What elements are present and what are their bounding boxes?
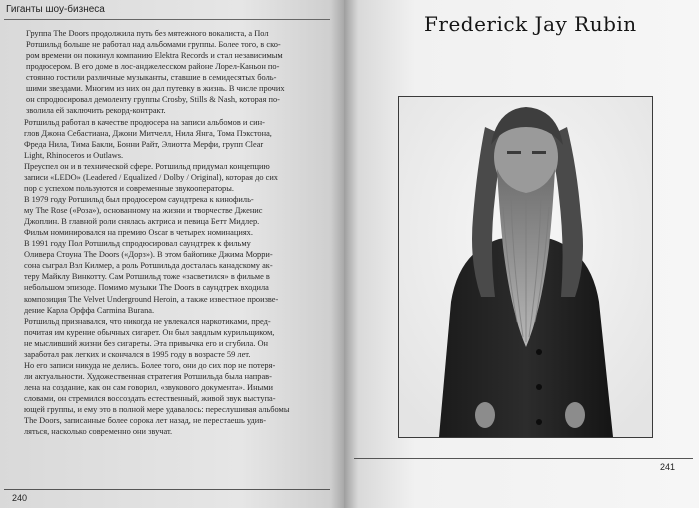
text-line: В 1991 году Пол Ротшильд спродюсировал саундтрек к фильму (24, 239, 251, 249)
text-line: шими звездами. Многим из них он дал путевку в жизнь. В числе прочих (26, 84, 285, 94)
text-line: теру Майклу Винкотту. Сам Ротшильд тоже «засветился» в фильме в (24, 272, 270, 282)
footer-rule (4, 489, 330, 490)
text-line: ром времени он покинул компанию Elektra Records и стал независимым (26, 51, 283, 61)
text-line: ляться, насколько современно они звучат. (24, 427, 173, 437)
text-line: стоянно гостили различные музыканты, ставшие в семидесятых боль- (26, 73, 277, 83)
text-line: глов Джона Себастиана, Джони Митчелл, Нила Янга, Тома Пэкстона, (24, 128, 272, 138)
footer-rule (354, 458, 693, 459)
text-line: Но его записи никуда не делись. Более того, они до сих пор не потеря- (24, 360, 276, 370)
text-line: Джоплин. В главной роли снялась актриса и певица Бетт Мидлер. (24, 217, 260, 227)
paragraph-5 (12, 238, 329, 315)
text-line: лена на создание, как он сам говорил, «звукового документа». Иными (24, 383, 273, 392)
body-text (12, 28, 329, 437)
running-head: Гиганты шоу-бизнеса (6, 4, 105, 15)
text-line: Оливера Стоуна The Doors («Дорз»). В этом байопике Джима Морри- (24, 250, 273, 260)
paragraph-7 (12, 360, 329, 437)
text-line: Преуспел он и в технической сфере. Ротшильд придумал концепцию (24, 161, 270, 171)
text-line: Группа The Doors продолжила путь без мятежного вокалиста, а Пол (26, 29, 269, 38)
text-line: Ротшильд работал в качестве продюсера на записи альбомов и син- (24, 117, 265, 127)
text-line: дение Карла Орффа Carmina Burana. (24, 305, 155, 315)
text-line: Фильм номинировался на премию Oscar в четырех номинациях. (24, 228, 253, 238)
text-line: Фреда Нила, Тима Бакли, Бонни Райт, Элиотта Мерфи, групп Clear (24, 139, 264, 149)
text-line: заработал рак легких и скончался в 1995 году в возрасте 59 лет. (24, 349, 251, 359)
page-title: Frederick Jay Rubin (424, 12, 637, 36)
paragraph-1 (12, 28, 329, 117)
portrait-illustration (399, 97, 652, 437)
text-line: пор с успехом пользуются и современные звукооператоры. (24, 183, 234, 193)
text-line: В 1979 году Ротшильд был продюсером саундтрека к кинофиль- (24, 194, 254, 204)
text-line: композиция The Velvet Underground Heroin, а также известное произве- (24, 294, 279, 304)
left-page (0, 0, 344, 508)
text-line: ющей группы, и ему это в полной мере удавалось: переслушивая альбомы (24, 405, 290, 415)
text-line: словами, он стремился воссоздать естественный, живой звук выступа- (24, 394, 276, 404)
text-line: почитая им курение обычных сигарет. Он был заядлым курильщиком, (24, 327, 275, 337)
text-line: записи «LEDO» (Leadered / Equalized / Dolby / Original), которая до сих (24, 172, 278, 182)
text-line: Ротшильд признавался, что никогда не увлекался наркотиками, пред- (24, 316, 271, 326)
text-line: не мысливший жизни без сигареты. Эта привычка его и сгубила. Он (24, 338, 268, 348)
paragraph-4 (12, 194, 329, 238)
paragraph-2 (12, 117, 329, 161)
paragraph-3 (12, 161, 329, 194)
text-line: Light, Rhinoceros и Outlaws. (24, 150, 124, 160)
page-number: 241 (660, 462, 676, 472)
text-line: The Doors, записанные более сорока лет назад, не перестаешь удив- (24, 416, 267, 426)
text-line: сона сыграл Вэл Килмер, а роль Ротшильда досталась канадскому ак- (24, 261, 273, 271)
text-line: Ротшильд больше не работал над альбомами группы. Более того, в ско- (26, 40, 281, 50)
right-page (344, 0, 699, 508)
text-line: зволила ей заключить рекорд-контракт. (26, 106, 166, 116)
page-number: 240 (12, 493, 28, 503)
text-line: продюсером. В его доме в лос-анджелесском районе Лорел-Каньон по- (26, 62, 280, 72)
header-rule (4, 19, 330, 20)
text-line: небольшом эпизоде. Помимо музыки The Doors в саундтрек входила (24, 283, 269, 293)
portrait-photo (398, 96, 653, 438)
paragraph-6 (12, 316, 329, 360)
text-line: он спродюсировал демоленту группы Crosby, Stills & Nash, которая по- (26, 95, 280, 105)
text-line: му The Rose («Роза»), основанному на жизни и творчестве Дженис (24, 206, 263, 215)
text-line: ли актуальности. Художественная стратегия Ротшильда была направ- (24, 371, 272, 381)
